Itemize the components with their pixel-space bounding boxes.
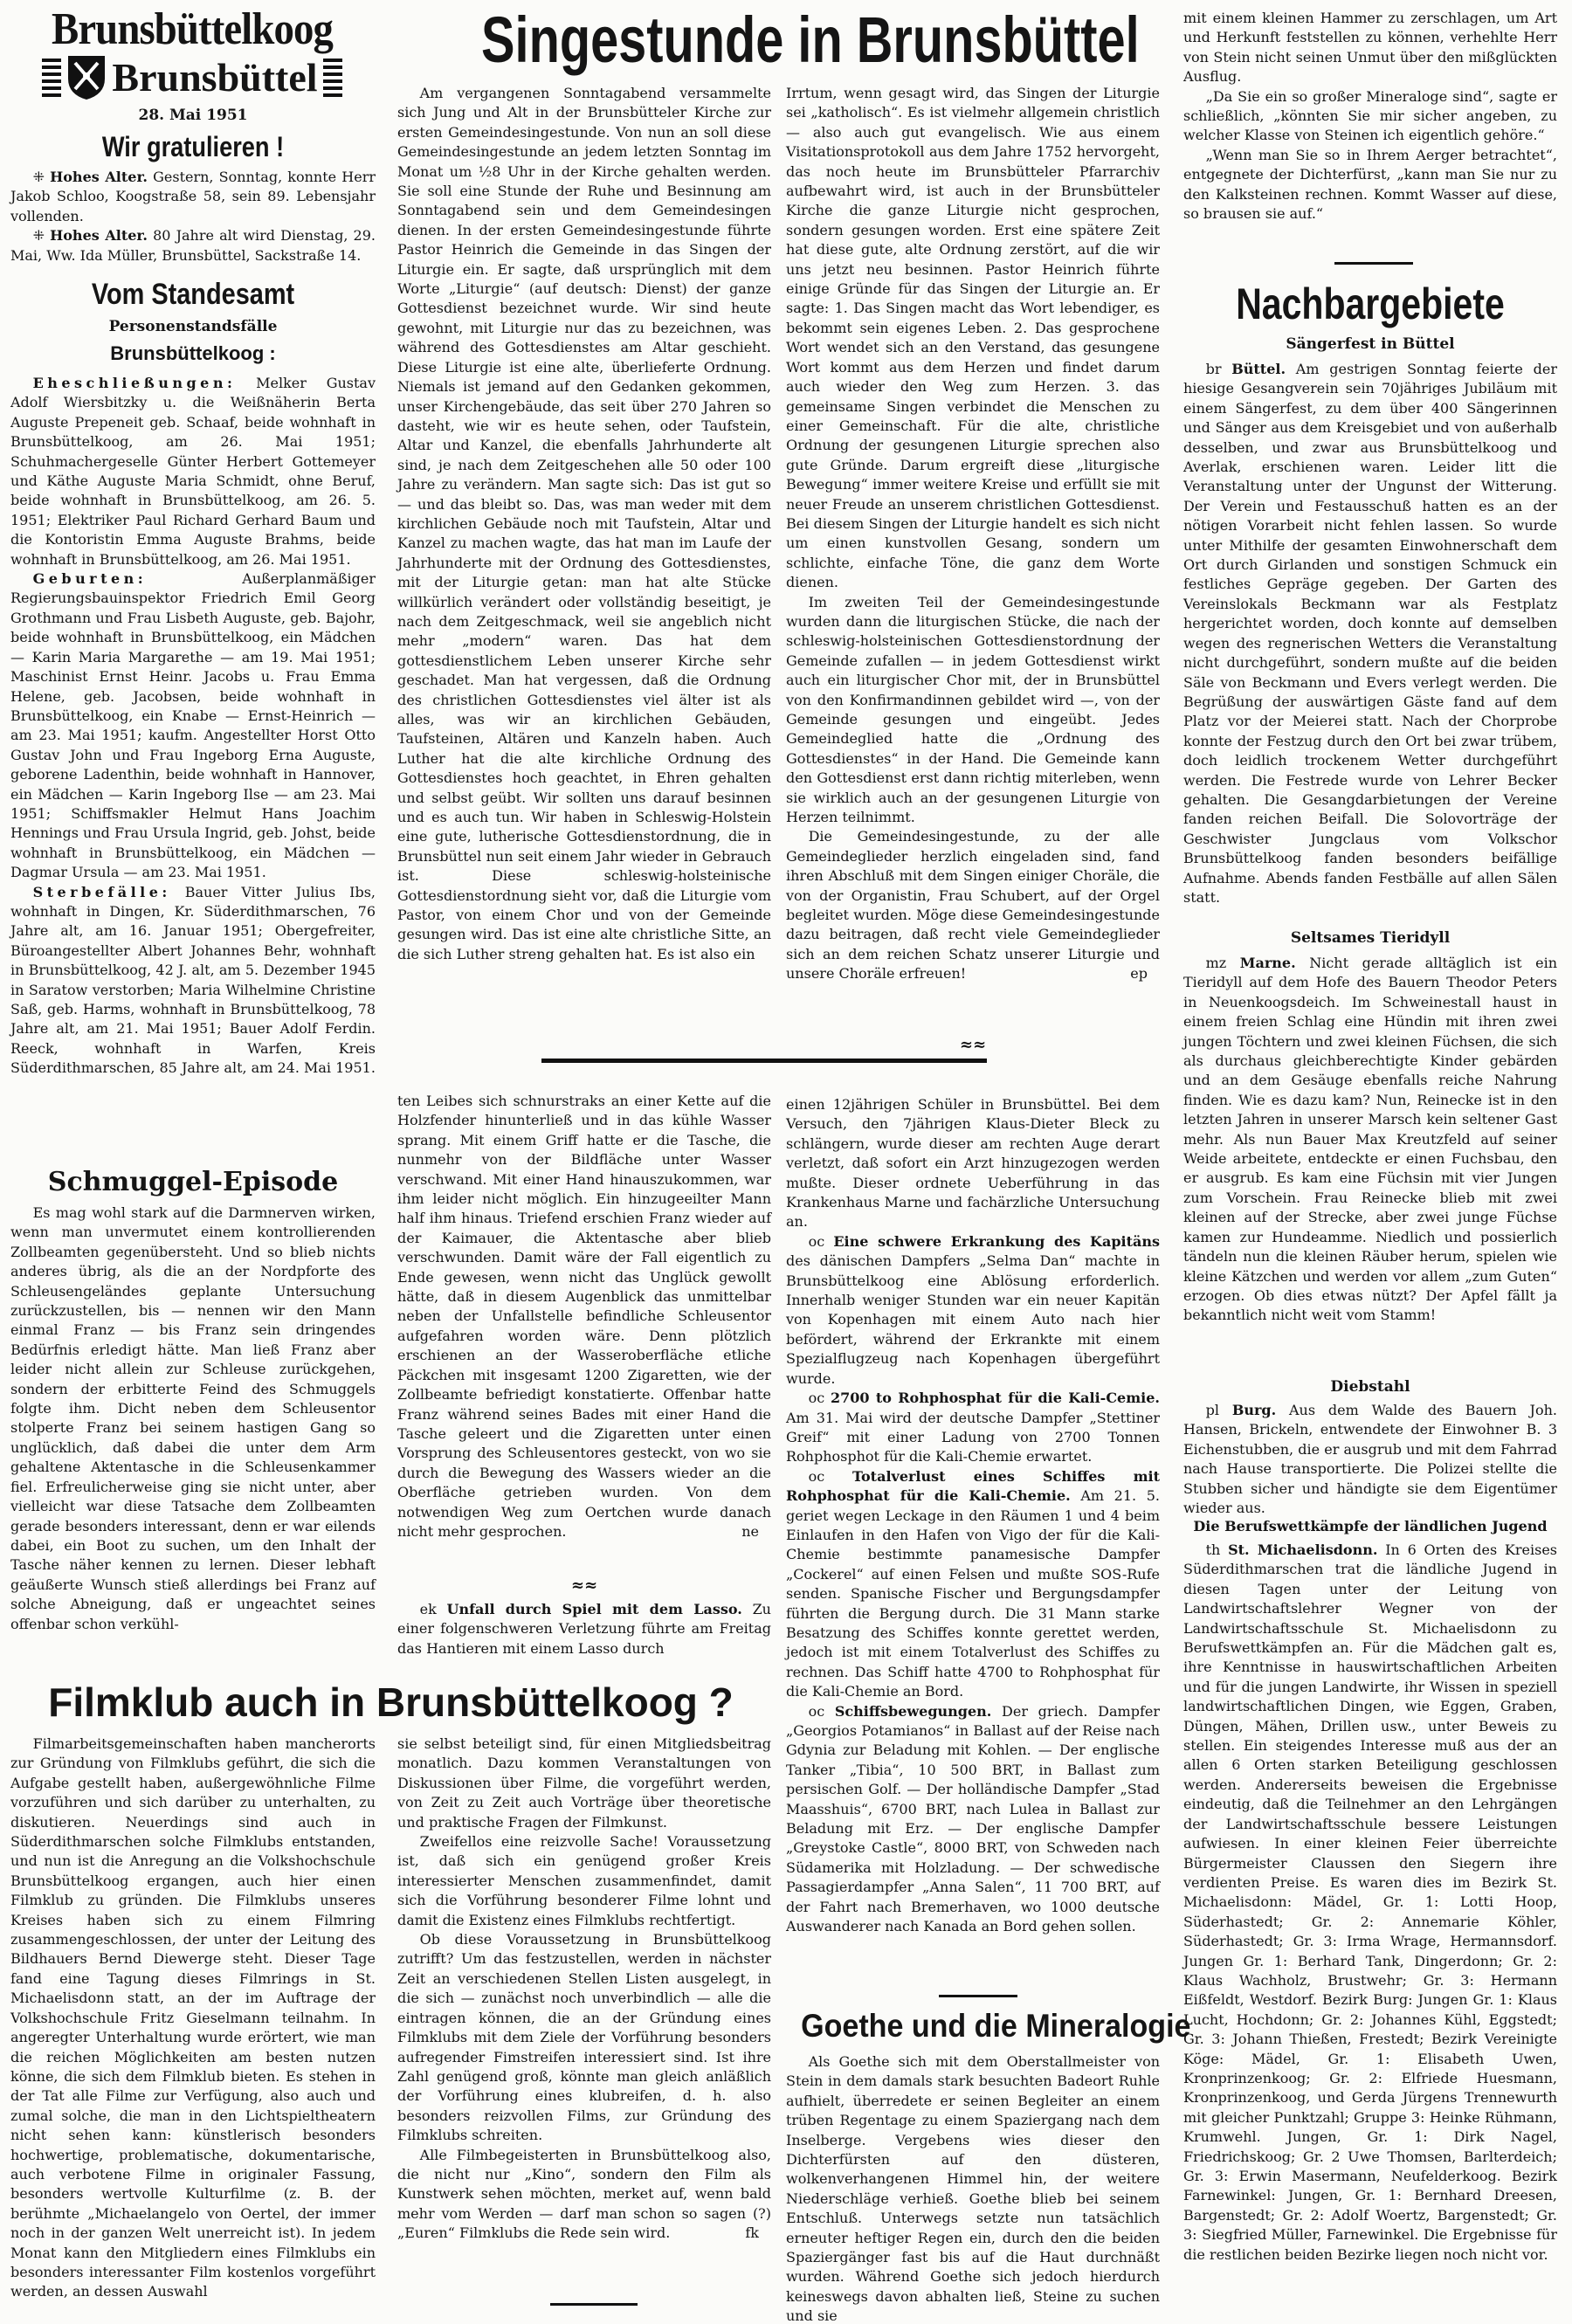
byline-initials: oc	[808, 1390, 831, 1407]
byline-initials: br	[1205, 361, 1232, 377]
singestunde-col1	[397, 84, 771, 964]
paragraph-text: ten Leibes sich schnurstraks an einer Kette auf die Holzfender hinunterließ und in das kühle Wasser sprang. Mit einem Griff hatte er die Tasche, die nunmehr von der Bildfläche unter Wasser verschwand. Mit einer Hand hinauszukommen, war ihm leider nicht möglich. Ein hinzugeeilter Mann half ihm hinaus. Triefend erschien Franz wieder auf der Kaimauer, die Aktentasche aber blieb verschwunden. Damit wäre der Fall eigentlich zu Ende gewesen, wenn nicht das Unglück gewollt hätte, daß in diesem Augenblick das unmittelbar neben der Unfallstelle befindliche Schleusentor aufgefahren worden wäre. Denn plötzlich erschienen an der Wasseroberfläche etliche Päckchen mit insgesamt 1200 Zigaretten, wie der Zollbeamte befriedigt konstatierte. Offenbar hatte Franz während seines Bades mit einer Hand die Tasche geleert und die Zigaretten unter einen Vorsprung des Schleusentores gesteckt, von wo sie durch die Bewegung des Wassers wieder an die Oberfläche getrieben wurden. Von dem notwendigen Weg zum Oertchen wurde danach nicht mehr gesprochen.	[397, 1093, 771, 1540]
paragraph-text: „Wenn man Sie so in Ihrem Aerger betrachtet“, entgegnete der Dichterfürst, „kann man Sie nur zu den Kalksteinen rechnen. Kommt Wasser auf diese, so brausen sie auf.“	[1183, 146, 1557, 223]
byline-initials: ek	[419, 1601, 447, 1617]
berufswettkaempfe-body	[1183, 1541, 1557, 2265]
section-label: Geburten:	[32, 570, 148, 588]
paragraph	[1183, 9, 1557, 87]
lead-in: Unfall durch Spiel mit dem Lasso.	[446, 1601, 742, 1617]
paragraph	[397, 84, 771, 964]
paragraph	[10, 883, 376, 1079]
paragraph-text: 80 Jahre alt wird Dienstag, 29. Mai, Ww. Ida Müller, Brunsbüttel, Sackstraße 14.	[10, 227, 376, 264]
paragraph-text: sie selbst beteiligt sind, für einen Mitgliedsbeitrag monatlich. Dazu kommen Veranstaltungen von Diskussionen über Filme, die vorgeführt werden, von Zeit zu Zeit auch Vorträge über theoretische und praktische Fragen der Filmkunst.	[397, 1735, 771, 1831]
wave-ornament: ≈≈	[959, 1036, 987, 1054]
schmuggel-heading: Schmuggel-Episode	[47, 1167, 339, 1197]
paragraph-text: Am gestrigen Sonntag feierte der hiesige Gesangverein sein 70jähriges Jubiläum mit einem Sängerfest, zu dem über 400 Sängerinnen und Sänger aus dem Kreisgebiet und von außerhalb desselben, und zwar aus Brunsbüttelkoog und Averlak, erschienen waren. Leider litt die Veranstaltung unter der Ungunst der Witterung. Der Verein und Festausschuß hatten es an der nötigen Vorarbeit nicht fehlen lassen. So wurde unter Mithilfe der gesamten Einwohnerschaft dem Ort durch Girlanden und sonstigen Schmuck ein festliches Gepräge gegeben. Der Garten des Vereinslokals Beckmann war als Festplatz hergerichtet worden, doch konnte auf demselben wegen des regnerischen Wetters die Veranstaltung nicht durchgeführt, sondern mußte auf die beiden Säle von Beckmann und Evers verlegt werden. Die Begrüßung der auswärtigen Gäste fand auf dem Platz vor der Meierei statt. Nach der Chorprobe konnte der Festzug durch den Ort bei zwar trübem, doch leidlich trockenem Wetter durchgeführt werden. Die Festrede wurde von Lehrer Becker gehalten. Die Gesangdarbietungen der Vereine fanden reichen Beifall. Die Solovorträge der Geschwister Jungclaus vom Volkschor Brunsbüttelkoog fanden besonders beifällige Aufnahme. Abends fanden Festbälle auf allen Sälen statt.	[1183, 361, 1557, 906]
article-end-rule	[939, 1995, 1017, 1997]
paragraph-text: Irrtum, wenn gesagt wird, das Singen der Liturgie sei „katholisch“. Es ist vielmehr allgemein christlich — also auch gut evangelisch. Wie aus einem Visitationsprotokoll aus dem Jahre 1752 hervorgeht, das noch heute im Brunsbütteler Pfarrarchiv aufbewahrt wird, ist auch in der Brunsbütteler Kirche die ganze Liturgie nicht gesprochen, sondern gesungen worden. Erst eine spätere Zeit hat diese gute, alte Ordnung zerstört, auf die wir uns jetzt neu besinnen. Pastor Heinrich führte einige Gründe für das Singen der Liturgie an. Er sagte: 1. Das Singen macht das Wort lebendiger, es bekommt sein eigenes Leben. 2. Das gesprochene Wort wendet sich an den Verstand, das gesungene Wort kommt aus dem Herzen und findet darum auch wieder den Weg zum Herzen. 3. das gemeinsame Singen verbindet die Menschen zu einer Gemeinschaft. Für die alte, christliche Ordnung der gesungenen Liturgie sprechen also gute Gründe. Darum ergreift diese „liturgische Bewegung“ immer weitere Kreise und erfüllt sie mit neuer Freude an unserem christlichen Gottesdienst. Bei diesem Singen der Liturgie handelt es sich nicht um einen kunstvollen Gesang, sondern um schlichte, einfache Töne, die ganz dem Worte dienen.	[786, 85, 1160, 591]
lead-in: St. Michaelisdonn.	[1228, 1541, 1378, 1558]
lead-in: Marne.	[1239, 955, 1296, 971]
masthead-ornament	[323, 59, 342, 97]
diebstahl-heading: Diebstahl	[1330, 1378, 1410, 1396]
standesamt-heading: Vom Standesamt	[91, 278, 295, 311]
paragraph-text: Es mag wohl stark auf die Darmnerven wirken, wenn man unvermutet einem kontrollierenden Zollbeamten gegenübersteht. Und so blieb nichts anderes übrig, als die an der Nordpforte des Schleusengeländes geplante Untersuchung zurückzustellen, bis — nennen wir den Mann einmal Franz — bis Franz sein dringendes Bedürfnis erledigt hätte. Man ließ Franz aber leider nicht allein zur Schleuse zurückgehen, sondern der erbitterte Feind des Schmuggels folgte ihm. Dicht neben dem Schleusentor stolperte Franz bei seinem hastigen Gang so unglücklich, daß dabei die unter dem Arm gehaltene Aktentasche in die Schleusenkammer fiel. Erfreulicherweise ging sie nicht unter, aber vielleicht war diese Tatsache dem Zollbeamten gerade besonders interessant, denn er war eilends dabei, ein Boot zu suchen, um den Inhalt der Tasche näher kennen zu lernen. Dieser lebhaft geäußerte Wunsch stieß allerdings bei Franz auf solche Abneigung, daß er ungeachtet seines offenbar schon verkühl-	[10, 1204, 376, 1632]
paragraph	[397, 1734, 771, 1832]
masthead	[17, 4, 367, 101]
paragraph	[1183, 146, 1557, 224]
standesamt-place: Brunsbüttelkoog :	[110, 342, 276, 364]
byline-initials: mz	[1205, 955, 1240, 971]
paragraph	[397, 2146, 771, 2244]
masthead-town: Brunsbüttel	[112, 55, 318, 100]
paragraph-text: Gestern, Sonntag, konnte Herr Jakob Schloo, Koogstraße 58, sein 89. Lebensjahr vollenden.	[10, 169, 376, 224]
paragraph	[786, 1389, 1160, 1467]
nachbargebiete-heading: Nachbargebiete	[1236, 279, 1505, 328]
lead-in: Burg.	[1231, 1402, 1277, 1418]
goethe-headline: Goethe und die Mineralogie	[801, 2008, 1191, 2044]
section-label: Sterbefälle:	[32, 883, 171, 900]
paragraph	[1183, 87, 1557, 146]
paragraph-text: Am 31. Mai wird der deutsche Dampfer „Stettiner Greif“ mit einer Ladung von 2700 Tonnen Rohphosphot für die Kali-Chemie erwartet.	[786, 1409, 1160, 1465]
paragraph	[1183, 954, 1557, 1326]
goethe-body-2	[1183, 9, 1557, 224]
diebstahl-body	[1183, 1401, 1557, 1518]
lead-in: Schiffsbewegungen.	[834, 1702, 992, 1720]
paragraph-text: Aus dem Walde des Bauern Joh. Hansen, Brickeln, entwendete der Einwohner B. 3 Eichenstubben, die er ausgrub und mit dem Fahrrad nach Hause transportierte. Die Polizei stellte die Stubben sicher und händigte sie dem Eigentümer wieder aus.	[1183, 1402, 1557, 1517]
saengerfest-heading: Sängerfest in Büttel	[1286, 335, 1455, 353]
paragraph-text: Der griech. Dampfer „Georgios Potamianos“ in Ballast auf der Reise nach Gdynia zur Beladung mit Kohlen. — Der englische Tanker „Tibia“, 10 500 BRT, in Ballast zum persischen Golf. — Der holländische Dampfer „Stad Maasshuis“, 6700 BRT, nach Lulea in Ballast zur Beladung mit Erz. — Der englische Dampfer „Greystoke Castle“, 8000 BRT, von Schweden nach Südamerika mit Holzladung. — Der schwedische Passagierdampfer „Anna Salen“, 11 700 BRT, auf der Fahrt nach Bremerhaven, wo 1000 deutsche Auswanderer nach Kanada an Bord gehen sollen.	[786, 1702, 1160, 1935]
wave-ornament: ≈≈	[570, 1576, 598, 1595]
byline-initials: oc	[808, 1467, 852, 1485]
paragraph	[397, 1600, 771, 1659]
paragraph	[786, 827, 1160, 983]
byline-initials: ⁜	[32, 169, 51, 185]
lead-in: 2700 to Rohphosphat für die Kali-Cemie.	[831, 1390, 1160, 1407]
byline-initials: oc	[808, 1232, 834, 1250]
filmklub-col1	[10, 1734, 376, 2302]
paragraph-text: Am 21. 5. geriet wegen Leckage in den Räumen 1 und 4 beim Einlaufen in den Hafen von Vigo der für die Kali-Chemie bestimmte panamesische Dampfer „Cockerel“ auf einen Felsen und mußte SOS-Rufe senden. Spanische Fischer und Bergungsdampfer führten die Bergung durch. Die 31 Mann starke Besatzung des Schiffes konnte gerettet werden, jedoch ist mit einem Totalverlust des Schiffes zu rechnen. Das Schiff hatte 4700 to Rohphosphat für die Kali-Chemie an Bord.	[786, 1487, 1160, 1700]
standesamt-subheading: Personenstandsfälle	[108, 318, 278, 335]
byline-initials: oc	[808, 1702, 835, 1720]
byline-initials: pl	[1205, 1402, 1232, 1418]
lead-in: Hohes Alter.	[50, 227, 148, 245]
paragraph	[1183, 360, 1557, 907]
author-signature: ne	[741, 1522, 759, 1540]
paragraph	[10, 168, 376, 226]
coat-of-arms-icon	[66, 54, 107, 101]
paragraph-text: Als Goethe sich mit dem Oberstallmeister von Stein in dem damals stark besuchten Badeort Ruhle aufhielt, überredete er seinen Begleiter an einem trüben Regentage zu einem Spaziergang nach dem Inselberge. Vergebens wies dieser den Dichterfürsten auf den düsteren, wolkenverhangenen Himmel hin, der weitere Niederschläge verhieß. Goethe blieb bei seinem Entschluß. Unterwegs setzte nun tatsächlich erneuter heftiger Regen ein, durch den die beiden Spaziergänger fast bis auf die Haut durchnäßt wurden. Während Goethe sich jedoch hierdurch keineswegs davon abhalten ließ, Steine zu suchen und sie	[786, 2053, 1160, 2324]
paragraph	[1183, 1401, 1557, 1518]
paragraph	[397, 1930, 771, 2145]
paragraph-text: des dänischen Dampfers „Selma Dan“ machte in Brunsbüttelkoog eine Ablösung erforderlich. Innerhalb weniger Stunden war ein neuer Kapitän von Kopenhagen mit einem Auto nach hier befördert, während der Erkrankte mit einem Spezialflugzeug nach Kopenhagen übergeführt wurde.	[786, 1252, 1160, 1387]
issue-date: 28. Mai 1951	[138, 107, 248, 124]
paragraph	[786, 593, 1160, 828]
masthead-title: Brunsbüttelkoog	[51, 4, 333, 54]
lead-in: Büttel.	[1231, 361, 1286, 377]
gratulieren-heading: Wir gratulieren !	[101, 131, 285, 162]
section-label: Eheschließungen:	[32, 375, 237, 391]
paragraph	[786, 84, 1160, 593]
schmuggel-body-1	[10, 1203, 376, 1634]
paragraph	[786, 1467, 1160, 1702]
lasso-item	[397, 1600, 771, 1659]
paragraph	[786, 2052, 1160, 2324]
article-end-rule	[1334, 262, 1413, 265]
saengerfest-body	[1183, 360, 1557, 907]
lokales-meldungen	[786, 1095, 1160, 1936]
gratulieren-body	[10, 168, 376, 266]
paragraph	[10, 1203, 376, 1634]
paragraph-text: „Da Sie ein so großer Mineraloge sind“, sagte er schließlich, „könnten Sie mir sicher angeben, zu welcher Klasse von Steinen ich eigentlich gehöre.“	[1183, 87, 1557, 144]
paragraph	[786, 1232, 1160, 1389]
paragraph	[10, 374, 376, 569]
paragraph-text: Am vergangenen Sonntagabend versammelte sich Jung und Alt in der Brunsbütteler Kirche zur ersten Gemeindesingestunde. Von nun an soll diese Gemeindesingestunde an jedem letzten Sonntag im Monat um ½8 Uhr in der Kirche gehalten werden. Sie soll eine Stunde der Ruhe und Besinnung am Sonntagabend sein und dem Gemeindesingen dienen. In der ersten Gemeindesingestunde führte Pastor Heinrich die Gemeinde in das Singen der Liturgie ein. Er sagte, daß ursprünglich mit dem Worte „Liturgie“ (auf deutsch: Dienst) der ganze Gottesdienst bezeichnet wurde. Wir sind heute gewohnt, mit Liturgie nur das zu bezeichnen, was während des Gottesdienstes am Altar geschieht. Diese Liturgie ist eine alte, überlieferte Ordnung. Niemals ist jemand auf den Gedanken gekommen, unser Kirchengebäude, das seit über 270 Jahren so dasteht, wie wir es heute sehen, oder Taufstein, Altar und Kanzel, die ebenfalls Jahrhunderte alt sind, je nach dem Zeitgeschehen alle 50 oder 100 Jahre zu verändern. Man sagte sich: Das ist gut so — und das bleibt so. Das, was man weder mit dem kirchlichen Gebäude noch mit Taufstein, Altar und Kanzel zu machen wagte, das hat man im Laufe der Jahrhunderte mit der Ordnung des Gottesdienstes, mit der Liturgie getan: man hat alte Stücke willkürlich verändert oder vollständig beseitigt, je nach dem Zeitgeschmack, weil sie angeblich nicht mehr „modern“ waren. Das hat dem gottesdienstlichem Leben unserer Kirche sehr geschadet. Man hat vergessen, daß die Ordnung des christlichen Gottesdienstes viel älter ist als alles, was wir an kirchlichen Gebäuden, Taufsteinen, Altären und Kanzeln haben. Auch Luther hat die alte kirchliche Ordnung des Gottesdienstes hoch geachtet, in Ehren gehalten und selbst geübt. Wir sollten uns darauf besinnen und es auch tun. Wir haben in Schleswig-Holstein eine gute, lutherische Gottesdienstordnung, die in Brunsbüttel nun seit einem Jahr wieder in Gebrauch ist. Diese schleswig-holsteinische Gottesdienstordnung sieht vor, daß die Liturgie vom Pastor, von einem Chor und von der Gemeinde gesungen wird. Das ist eine alte christliche Sitte, an die sich Luther streng gehalten hat. Es ist also ein	[397, 85, 771, 962]
paragraph	[397, 1092, 771, 1541]
paragraph-text: Die Gemeindesingestunde, zu der alle Gemeindeglieder herzlich eingeladen sind, fand ihren Abschluß mit dem Singen einiger Choräle, die von der Organistin, Frau Schubert, auf der Orgel begleitet wurden. Möge diese Gemeindesingestunde dazu beitragen, daß recht viele Gemeindeglieder sich an dem reichen Schatz unserer Liturgie und unsere Choräle erfreuen!	[786, 828, 1160, 983]
standesamt-body	[10, 374, 376, 1079]
paragraph-text: Zweifellos eine reizvolle Sache! Voraussetzung ist, daß sich ein genügend großer Kreis interessierter Menschen zusammenfindet, damit sich die Vorführung besonderer Filme lohnt und damit die Existenz eines Filmklubs rechtfertigt.	[397, 1833, 771, 1928]
tieridyll-body	[1183, 954, 1557, 1326]
lead-in: Eine schwere Erkrankung des Kapitäns	[833, 1232, 1160, 1250]
article-end-rule	[550, 2303, 638, 2306]
paragraph-text: mit einem kleinen Hammer zu zerschlagen, um Art und Herkunft feststellen zu können, verhehlte Herr von Stein nicht seinen Unmut über den mißglückten Ausflug.	[1183, 10, 1557, 86]
singestunde-headline: Singestunde in Brunsbüttel	[481, 3, 1140, 76]
lead-in: Totalverlust eines Schiffes mit Rohphosphat für die Kali-Chemie.	[786, 1467, 1161, 1505]
paragraph-text: Nicht gerade alltäglich ist ein Tieridyll auf dem Hofe des Bauern Theodor Peters in Neuenkoogsdeich. Im Schweinestall haust in einem freien Schlag eine Hündin mit ihren zwei jungen Töchtern und zwei kleinen Füchsen, die sich als durchaus gleichberechtigte Kinder gebärden und an dem Gesäuge ebenfalls reiche Nahrung finden. Wie es dazu kam? Nun, Reinecke ist in den letzten Jahren in unserer Marsch kein seltener Gast mehr. Als nun Bauer Max Kreutzfeld auf seiner Weide arbeitete, entdeckte er einen Fuchsbau, den er ausgrub. Es kam eine Füchsin mit vier Jungen zum Vorschein. Frau Reinecke blieb mit zwei kleinen auf der Strecke, aber zwei junge Füchse kamen zur Hundeamme. Niedlich und possierlich tändeln nun die kleinen Räuber herum, spielen wie kleine Kätzchen und werden vor allem „zum Guten“ erzogen. Ob dies etwas nützt? Der Apfel fällt ja bekanntlich nicht weit vom Stamm!	[1183, 955, 1558, 1324]
paragraph	[786, 1095, 1160, 1232]
paragraph-text: Außerplanmäßiger Regierungsbauinspektor Friedrich Emil Georg Grothmann und Frau Lisbeth Auguste, geb. Bajohr, beide wohnhaft in Brunsbüttelkoog, ein Mädchen — Karin Maria Margarethe — am 19. Mai 1951; Maschinist Ernst Heinr. Jacobs u. Frau Emma Helene, geb. Jacobsen, beide wohnhaft in Brunsbüttelkoog, ein Knabe — Ernst-Heinrich — am 23. Mai 1951; kaufm. Angestellter Horst Otto Gustav John und Frau Ingeborg Erna Auguste, geborene Ladenthin, beide wohnhaft in Hannover, ein Mädchen — Karin Ingeborg Ilse — am 23. Mai 1951; Schiffsmakler Helmut Hans Joachim Hennings und Frau Ursula Ingrid, geb. Johst, beide wohnhaft in Brunsbüttelkoog, ein Mädchen — Dagmar Ursula — am 23. Mai 1951.	[10, 570, 376, 881]
schmuggel-body-2	[397, 1092, 771, 1541]
paragraph-text: Im zweiten Teil der Gemeindesingestunde wurden dann die liturgischen Stücke, die nach der schleswig-holsteinischen Gottesdienstordnung der Gemeinde zufallen — in jedem Gottesdienst wirkt auch ein liturgischer Chor mit, der in Brunsbüttel von den Konfirmandinnen gebildet wird —, von der Gemeinde gesungen und eingeübt. Jedes Gemeindeglied hatte die „Ordnung des Gottesdienstes“ in der Hand. Die Gemeinde kann den Gottesdienst erst dann richtig miterleben, wenn sie wirklich auch an der gesungenen Liturgie von Herzen teilnimmt.	[786, 593, 1160, 826]
paragraph-text: Filmarbeitsgemeinschaften haben mancherorts zur Gründung von Filmklubs geführt, die sich die Aufgabe gestellt haben, außergewöhnliche Filme vorzuführen und sich darüber zu unterhalten, zu diskutieren. Neuerdings sind auch in Süderdithmarschen solche Filmklubs entstanden, und nun ist die Anregung an die Volkshochschule Brunsbüttelkoog ergangen, auch hier einen Filmklub zu gründen. Die Filmklubs unseres Kreises haben sich zu einem Filmring zusammengeschlossen, der unter der Leitung des Bildhauers Bernd Diewerge steht. Dieser Tage fand eine Tagung dieses Filmrings in St. Michaelisdonn statt, an der im Auftrage der Volkshochschule Fritz Gieselmann teilnahm. In angeregter Unterhaltung wurde erörtert, wie man die reichen Möglichkeiten am besten nutzen könne, die sich dem Filmklub bieten. Es stehen in der Tat alle Filme zur Verfügung, also auch und zumal solche, die man in den Lichtspieltheatern nicht sehen kann: künstlerisch besonders hochwertige, problematische, dokumentarische, auch verbotene Filme in originaler Fassung, besonders wertvolle Kulturfilme (z. B. der berühmte „Michaelangelo von Oertel, der immer noch in der ganzen Welt unerreicht ist). In jedem Monat kann den Mitgliedern eines Filmklubs ein besonders interessanter Film kostenlos vorgeführt werden, an dessen Auswahl	[10, 1735, 376, 2300]
paragraph-text: In 6 Orten des Kreises Süderdithmarschen trat die ländliche Jugend in diesen Tagen unter der Leitung von Landwirtschaftslehrer Wegner von der Landwirtschaftsschule St. Michaelisdonn zu Berufswettkämpfen an. Für die Mädchen galt es, ihre Kenntnisse in hauswirtschaftlichen Arbeiten und für die jungen Landwirte, ihr Wissen in speziell landwirtschaftlichen Dingen, wie Eggen, Graben, Düngen, Mähen, Drillen usw., unter Beweis zu stellen. Ein steigendes Interesse muß aus der an allen 6 Orten starken Beteiligung geschlossen werden. Andererseits beweisen die Ergebnisse eindeutig, daß die Teilnehmer an den Lehrgängen der Landwirtschaftsschule bessere Leistungen aufwiesen. In einer kleinen Feier überreichte Bürgermeister Claussen den Siegern ihre verdienten Preise. Es waren dies im Bezirk St. Michaelisdonn: Mädel, Gr. 1: Lotti Hoop, Süderhastedt; Gr. 2: Annemarie Köhler, Süderhastedt; Gr. 3: Irma Wrage, Hermannsdorf. Jungen Gr. 1: Berhard Tank, Dingerdonn; Gr. 2: Klaus Wachholz, Brustwehr; Gr. 3: Hermann Eißfeldt, Westdorf. Bezirk Burg: Jungen Gr. 1: Klaus Lucht, Hochdonn; Gr. 2: Johannes Kühl, Eggstedt; Gr. 3: Johann Thießen, Frestedt; Bezirk Vereinigte Köge: Mädel, Gr. 1: Elisabeth Uwen, Kronprinzenkoog; Gr. 2: Elfriede Huesmann, Kronprinzenkoog, und Gerda Jürgens Trennewurth mit gleicher Punktzahl; Gruppe 3: Heinke Rühmann, Krumwehl. Jungen, Gr. 1: Dirk Nagel, Friedrichskoog; Gr. 2 Uwe Thomsen, Barlterdeich; Gr. 3: Erwin Masermann, Neufelderkoog. Bezirk Farnewinkel: Jungen, Gr. 1: Bernhard Dreesen, Bargenstedt; Gr. 2: Adolf Woertz, Bargenstedt; Gr. 3: Siegfried Müller, Farnewinkel. Die Ergebnisse für die restlichen beiden Bezirke liegen noch nicht vor.	[1183, 1541, 1558, 2263]
paragraph	[10, 1734, 376, 2302]
tieridyll-heading: Seltsames Tieridyll	[1290, 929, 1451, 947]
paragraph	[10, 569, 376, 883]
paragraph-text: Zu einer folgenschweren Verletzung führte am Freitag das Hantieren mit einem Lasso durch	[397, 1601, 771, 1657]
paragraph-text: einen 12jährigen Schüler in Brunsbüttel. Bei dem Versuch, den 7jährigen Klaus-Dieter Bleck zu schlängern, wurde dieser am rechten Auge derart verletzt, daß sofort ein Arzt hinzugezogen werden mußte. Dieser ordnete Ueberführung in das Krankenhaus Marne und fachärzliche Untersuchung an.	[786, 1096, 1160, 1231]
paragraph	[786, 1702, 1160, 1937]
masthead-ornament	[42, 59, 61, 97]
author-signature: ep	[1130, 965, 1148, 983]
paragraph-text: Melker Gustav Adolf Wiersbitzky u. die Weißnäherin Berta Auguste Prepeneit geb. Schaaf, beide wohnhaft in Brunsbüttelkoog, am 26. Mai 1951; Schuhmachergeselle Günter Herbert Gottemeyer und Käthe Auguste Maria Schmidt, ohne Beruf, beide wohnhaft in Brunsbüttelkoog, am 26. 5. 1951; Elektriker Paul Richard Gerhard Baum und die Kontoristin Emma Auguste Brahms, beide wohnhaft in Brunsbüttelkoog, am 26. Mai 1951.	[10, 375, 376, 568]
paragraph	[1183, 1541, 1557, 2265]
paragraph	[397, 1832, 771, 1930]
byline-initials: ⁜	[32, 227, 51, 245]
goethe-body-1	[786, 2052, 1160, 2324]
section-divider	[541, 1059, 987, 1063]
singestunde-col2	[786, 84, 1160, 984]
filmklub-col2	[397, 1734, 771, 2244]
paragraph	[10, 226, 376, 266]
paragraph-text: Bauer Vitter Julius Ibs, wohnhaft in Dingen, Kr. Süderdithmarschen, 76 Jahre alt, am 16. Januar 1951; Obergefreiter, Büroangestellter Albert Johannes Behr, wohnhaft in Brunsbüttelkoog, 42 J. alt, am 5. Dezember 1945 in Saratow verstorben; Maria Wilhelmine Christine Saß, geb. Harms, wohnhaft in Brunsbüttelkoog, 78 Jahre alt, am 21. Mai 1951; Bauer Adolf Ferdin. Reeck, wohnhaft in Warfen, Kreis Süderdithmarschen, 85 Jahre alt, am 24. Mai 1951.	[10, 883, 376, 1077]
lead-in: Hohes Alter.	[50, 169, 148, 185]
berufswettkaempfe-heading: Die Berufswettkämpfe der ländlichen Jugend	[1193, 1518, 1548, 1534]
author-signature: fk	[745, 2224, 759, 2242]
byline-initials: th	[1205, 1541, 1229, 1558]
paragraph-text: Alle Filmbegeisterten in Brunsbüttelkoog also, die nicht nur „Kino“, sondern den Film als Kunstwerk sehen möchten, merket auf, wenn bald mehr vom Werden — darf man schon so sagen (?) „Euren“ Filmklubs die Rede sein wird.	[397, 2146, 771, 2242]
filmklub-headline: Filmklub auch in Brunsbüttelkoog ?	[48, 1679, 734, 1725]
paragraph-text: Ob diese Voraussetzung in Brunsbüttelkoog zutrifft? Um das festzustellen, werden in nächster Zeit an verschiedenen Stellen Listen ausgelegt, in die sich — zunächst noch unverbindlich — alle die eintragen können, die an der Gründung eines Filmklubs mit dem Ziele der Vorführung besonders aufregender Fimstreifen interessiert sind. Ist ihre Zahl genügend groß, könnte man gleich anläßlich der Vorführung eines klubreifen, d. h. also besonders reizvollen Films, zur Gründung des Filmklubs schreiten.	[397, 1931, 771, 2144]
